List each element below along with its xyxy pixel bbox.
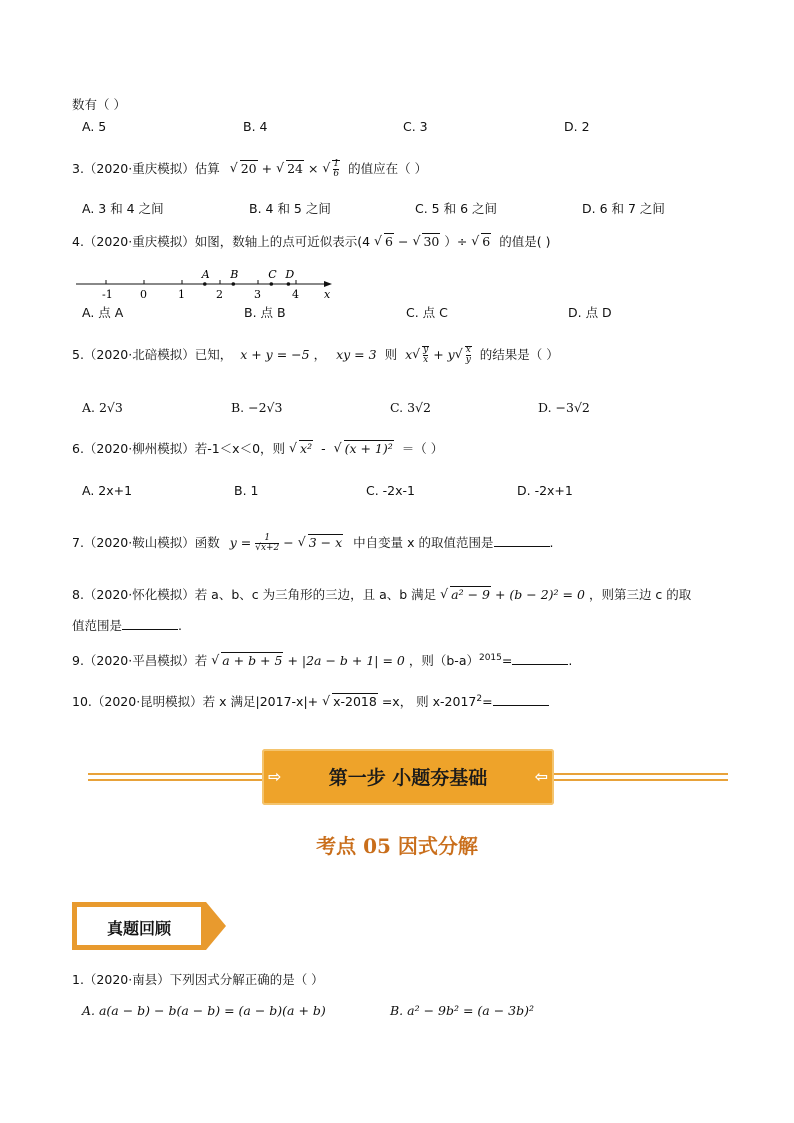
q3-option-b: B. 4 和 5 之间 xyxy=(249,201,331,216)
axis-point xyxy=(287,282,291,286)
q6-stem: 6.（2020·柳州模拟）若-1＜x＜0，则 √ x² - √ (x + 1)² ＝（ ） xyxy=(72,440,443,458)
banner-rule-right-top xyxy=(554,773,728,775)
axis-point-label: A xyxy=(201,268,210,281)
q3-expression: √ 20 + √ 24 × √ $\frac{1}{6}$ xyxy=(230,161,344,176)
section-tag xyxy=(72,902,206,950)
q2-option-d: D. 2 xyxy=(564,119,590,134)
q8-stem: 8.（2020·怀化模拟）若 a、b、c 为三角形的三边，且 a、b 满足 √ a² − 9 + (b − 2)² = 0 ，则第三边 c 的取 xyxy=(72,586,691,604)
q3-option-d: D. 6 和 7 之间 xyxy=(582,201,665,216)
q8-line2: 值范围是 . xyxy=(72,618,182,633)
q5-cond1: x + y = −5 xyxy=(240,347,310,362)
q10-answer-blank xyxy=(493,692,549,706)
q6-option-a: A. 2x+1 xyxy=(82,483,133,498)
axis-point xyxy=(203,282,207,286)
q2-option-b: B. 4 xyxy=(243,119,268,134)
q5-expression: x √ $\frac{y}{x}$ + y √ $\frac{x}{y}$ xyxy=(405,347,472,362)
q2-option-c: C. 3 xyxy=(403,119,428,134)
q9-stem: 9.（2020·平昌模拟）若 √ a + b + 5 + |2a − b + 1| = 0 ，则$(b-a)^{2015}=$ . xyxy=(72,649,572,670)
q6-option-c: C. -2x-1 xyxy=(366,483,415,498)
topic-heading: 考点 05 因式分解 xyxy=(316,834,478,858)
q2-option-a: A. 5 xyxy=(82,119,107,134)
q8-prefix: 8.（2020·怀化模拟）若 a、b、c 为三角形的三边，且 a、b 满足 xyxy=(72,587,437,602)
q4-option-d: D. 点 D xyxy=(568,305,612,320)
q4-stem: 4.（2020·重庆模拟）如图，数轴上的点可近似表示(4 √ 6 − √ 30 ）÷ √ 6 的值是( ) xyxy=(72,233,550,251)
q4-option-b: B. 点 B xyxy=(244,305,286,320)
q6-prefix: 6.（2020·柳州模拟）若-1＜x＜0，则 xyxy=(72,441,286,456)
axis-point-label: C xyxy=(268,268,277,281)
axis-tick-label: 4 xyxy=(292,288,299,301)
factor-q1-stem: 1.（2020·南县）下列因式分解正确的是（ ） xyxy=(72,972,324,987)
q3-suffix: 的值应在（ ） xyxy=(348,161,428,176)
q3-option-c: C. 5 和 6 之间 xyxy=(415,201,498,216)
q4-option-c: C. 点 C xyxy=(406,305,448,320)
q9-prefix: 9.（2020·平昌模拟）若 xyxy=(72,653,208,669)
axis-arrow xyxy=(324,281,332,287)
q7-prefix: 7.（2020·鞍山模拟）函数 xyxy=(72,535,220,550)
q7-suffix: 中自变量 x 的取值范围是 xyxy=(353,535,494,550)
q6-suffix: ＝（ ） xyxy=(401,441,444,456)
q3-option-a: A. 3 和 4 之间 xyxy=(82,201,164,216)
q7-answer-blank xyxy=(494,533,550,547)
q9-answer-blank xyxy=(512,651,568,665)
axis-tick-label: 3 xyxy=(254,288,261,301)
factor-q1-option-a: A. a(a − b) − b(a − b) = (a − b)(a + b) xyxy=(82,1003,326,1018)
axis-tick-label: 2 xyxy=(216,288,223,301)
q5-option-b: B. −2√3 xyxy=(231,400,283,415)
section-banner xyxy=(262,749,554,805)
q3-stem xyxy=(72,160,427,179)
axis-point xyxy=(232,282,236,286)
axis-point-label: D xyxy=(285,268,295,281)
q2-tail-text: 数有（ ） xyxy=(72,97,126,112)
q8-suffix: ，则第三边 c 的取 xyxy=(588,587,692,602)
axis-tick-label: -1 xyxy=(102,288,113,301)
axis-var-label: x xyxy=(324,288,331,301)
section-tag-label: 真题回顾 xyxy=(106,919,171,938)
q8-answer-blank xyxy=(122,616,178,630)
tag-arrow-shape xyxy=(206,902,226,950)
banner-rule-right-bottom xyxy=(554,779,728,781)
number-line xyxy=(72,262,342,302)
q5-option-d: D. −3√2 xyxy=(538,400,590,415)
axis-tick-label: 0 xyxy=(140,288,147,301)
q3-prefix: 3.（2020·重庆模拟）估算 xyxy=(72,161,220,176)
banner-rule-left-top xyxy=(88,773,262,775)
q10-stem: 10.（2020·昆明模拟）若 x 满足|2017-x|+ √ x-2018 =x， 则 $x-2017^2=$ xyxy=(72,690,549,711)
q10-prefix: 10.（2020·昆明模拟）若 x 满足|2017-x|+ xyxy=(72,694,319,710)
q5-prefix: 5.（2020·北碚模拟）已知， xyxy=(72,347,233,362)
banner-rule-left-bottom xyxy=(88,779,262,781)
q5-suffix: 的结果是（ ） xyxy=(479,347,559,362)
factor-q1-option-b: B. a² − 9b² = (a − 3b)² xyxy=(390,1003,534,1018)
q4-prefix: 4.（2020·重庆模拟）如图，数轴上的点可近似表示(4 xyxy=(72,234,371,249)
q4-option-a: A. 点 A xyxy=(82,305,124,320)
arrow-left-icon: ⇦ xyxy=(534,767,548,786)
q7-stem: 7.（2020·鞍山模拟）函数 y = $\frac{1}{√x+2}$ − √ 3 − x 中自变量 x 的取值范围是 . xyxy=(72,533,554,553)
axis-point xyxy=(270,282,274,286)
q5-cond2: xy = 3 xyxy=(336,347,377,362)
q5-option-a: A. 2√3 xyxy=(82,400,123,415)
q6-option-d: D. -2x+1 xyxy=(517,483,573,498)
q5-stem: 5.（2020·北碚模拟）已知， x + y = −5 ， xy = 3 则 x √ $\frac{y}{x}$ + y √ $\frac{x}{y}$ 的结果是（ ） xyxy=(72,346,559,365)
q4-suffix: 的值是( ) xyxy=(499,234,551,249)
axis-point-label: B xyxy=(230,268,239,281)
axis-tick-label: 1 xyxy=(178,288,185,301)
banner-title: 第一步 小题夯基础 xyxy=(328,767,488,789)
q6-option-b: B. 1 xyxy=(234,483,259,498)
q5-option-c: C. 3√2 xyxy=(390,400,431,415)
arrow-right-icon: ⇨ xyxy=(268,767,282,786)
